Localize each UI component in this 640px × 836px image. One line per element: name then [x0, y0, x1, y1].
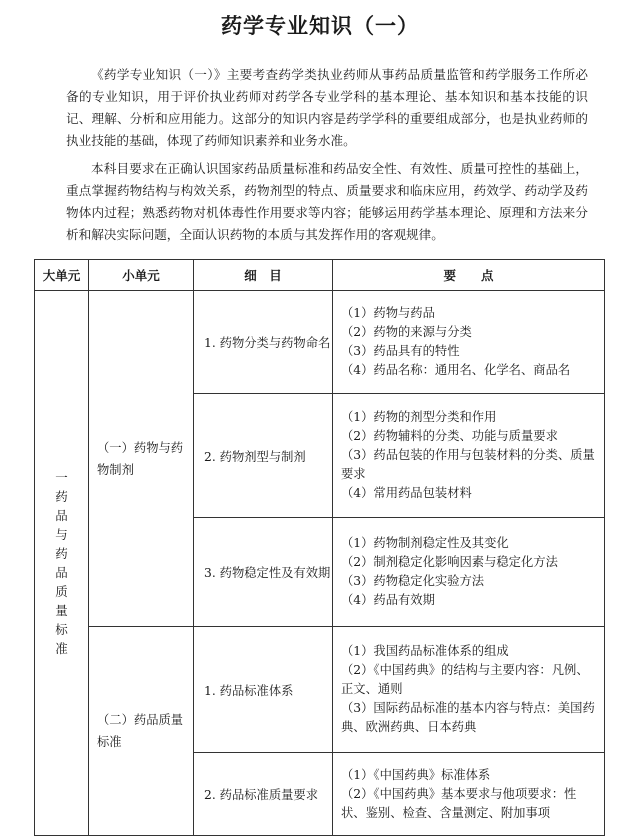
points-cell [333, 627, 605, 753]
header-points: 要 点 [333, 260, 605, 291]
point-item: （1）药物制剂稳定性及其变化 [341, 536, 509, 550]
points-cell [333, 753, 605, 836]
da-unit-cell [35, 291, 89, 836]
page-title: 药学专业知识（一） [221, 14, 419, 38]
point-item: （2）药物辅料的分类、功能与质量要求 [341, 429, 558, 443]
table-row [35, 291, 605, 394]
point-item: （4）药品名称：通用名、化学名、商品名 [341, 363, 571, 377]
point-item: （1）药物的剂型分类和作用 [341, 410, 497, 424]
point-item: （3）药物稳定化实验方法 [341, 574, 485, 588]
points-cell [333, 291, 605, 394]
da-unit-label: 一药品与药品质量标准 [55, 470, 68, 656]
ximu-cell: 2. 药物剂型与制剂 [194, 394, 333, 518]
point-item: （1）《中国药典》标准体系 [341, 767, 491, 782]
point-item: （2）药物的来源与分类 [341, 325, 472, 339]
xiao-unit-cell: （一）药物与药物制剂 [89, 291, 194, 627]
points-cell [333, 518, 605, 627]
ximu-cell: 1. 药品标准体系 [194, 627, 333, 753]
point-item: （2）《中国药典》基本要求与他项要求：性状、鉴别、检查、含量测定、附加事项 [341, 786, 577, 820]
point-item: （2）《中国药典》的结构与主要内容：凡例、正文、通则 [341, 663, 589, 696]
point-item: （1）药物与药品 [341, 306, 435, 320]
header-xiao-unit: 小单元 [89, 260, 194, 291]
header-da-unit: 大单元 [35, 260, 89, 291]
point-item: （3）药品具有的特性 [341, 344, 460, 358]
intro-paragraph: 本科目要求在正确认识国家药品质量标准和药品安全性、有效性、质量可控性的基础上，重点掌握药物结构与构效关系，药物剂型的特点、质量要求和临床应用，药效学、药动学及药物体内过程；熟悉药物对机体毒性作用要求等内容；能够运用药学基本理论、原理和方法来分析和解决实际问题，全面认识药物的本质与其发挥作用的客观规律。 [66, 161, 588, 242]
point-item: （1）我国药品标准体系的组成 [341, 644, 509, 658]
point-item: （2）制剂稳定化影响因素与稳定化方法 [341, 555, 558, 569]
ximu-cell: 2. 药品标准质量要求 [194, 753, 333, 836]
point-item: （3）国际药品标准的基本内容与特点：美国药典、欧洲药典、日本药典 [341, 701, 595, 734]
table-header-row [35, 260, 605, 291]
point-item: （4）药品有效期 [341, 593, 435, 607]
header-ximu: 细 目 [194, 260, 333, 291]
ximu-cell: 3. 药物稳定性及有效期 [194, 518, 333, 627]
intro-paragraph: 《药学专业知识（一）》主要考查药学类执业药师从事药品质量监管和药学服务工作所必备的专业知识，用于评价执业药师对药学各专业学科的基本理论、基本知识和基本技能的识记、理解、分析和应用能力。这部分的知识内容是药学学科的重要组成部分，也是执业药师的执业技能的基础，体现了药师知识素养和业务水准。 [66, 67, 588, 148]
xiao-unit-cell: （二）药品质量标准 [89, 627, 194, 836]
point-item: （4）常用药品包装材料 [341, 486, 472, 500]
table-row [35, 627, 605, 753]
ximu-cell: 1. 药物分类与药物命名 [194, 291, 333, 394]
point-item: （3）药品包装的作用与包装材料的分类、质量要求 [341, 448, 595, 481]
points-cell [333, 394, 605, 518]
syllabus-table [34, 259, 605, 836]
